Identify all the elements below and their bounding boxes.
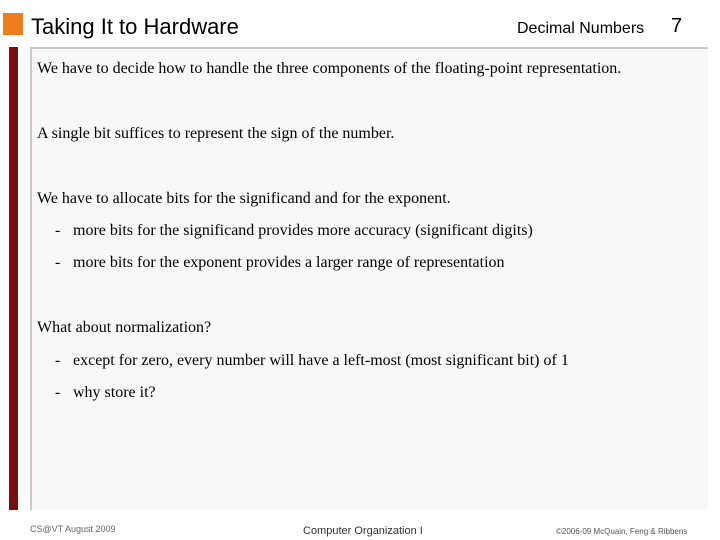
footer-course: CS@VT August 2009 <box>30 524 116 534</box>
list-item-text: why store it? <box>73 384 156 401</box>
list-item <box>55 352 569 370</box>
list-item-text: except for zero, every number will have a left-most (most significant bit) of 1 <box>73 352 569 369</box>
slide-title: Taking It to Hardware <box>31 14 239 39</box>
bullet-dash: - <box>55 254 61 271</box>
bullet-dash: - <box>55 352 61 369</box>
paragraph-3: We have to allocate bits for the significand and for the exponent. <box>37 190 451 207</box>
paragraph-4: What about normalization? <box>37 319 212 336</box>
footer-title: Computer Organization I <box>303 525 423 537</box>
footer-copyright: ©2006-09 McQuain, Feng & Ribbens <box>556 527 688 536</box>
list-item <box>55 254 505 272</box>
bullet-dash: - <box>55 384 61 401</box>
paragraph-1: We have to decide how to handle the three components of the floating-point representation. <box>37 60 622 77</box>
section-title: Decimal Numbers <box>517 20 645 37</box>
list-item-text: more bits for the exponent provides a larger range of representation <box>73 254 505 271</box>
content-panel <box>30 49 708 510</box>
list-item <box>55 222 533 240</box>
left-accent-bar <box>9 47 18 510</box>
page-number: 7 <box>671 15 683 37</box>
bullet-dash: - <box>55 222 61 239</box>
list-item-text: more bits for the significand provides more accuracy (significant digits) <box>73 222 533 239</box>
logo-square <box>3 13 23 35</box>
paragraph-2: A single bit suffices to represent the sign of the number. <box>37 125 395 142</box>
list-item <box>55 384 156 402</box>
